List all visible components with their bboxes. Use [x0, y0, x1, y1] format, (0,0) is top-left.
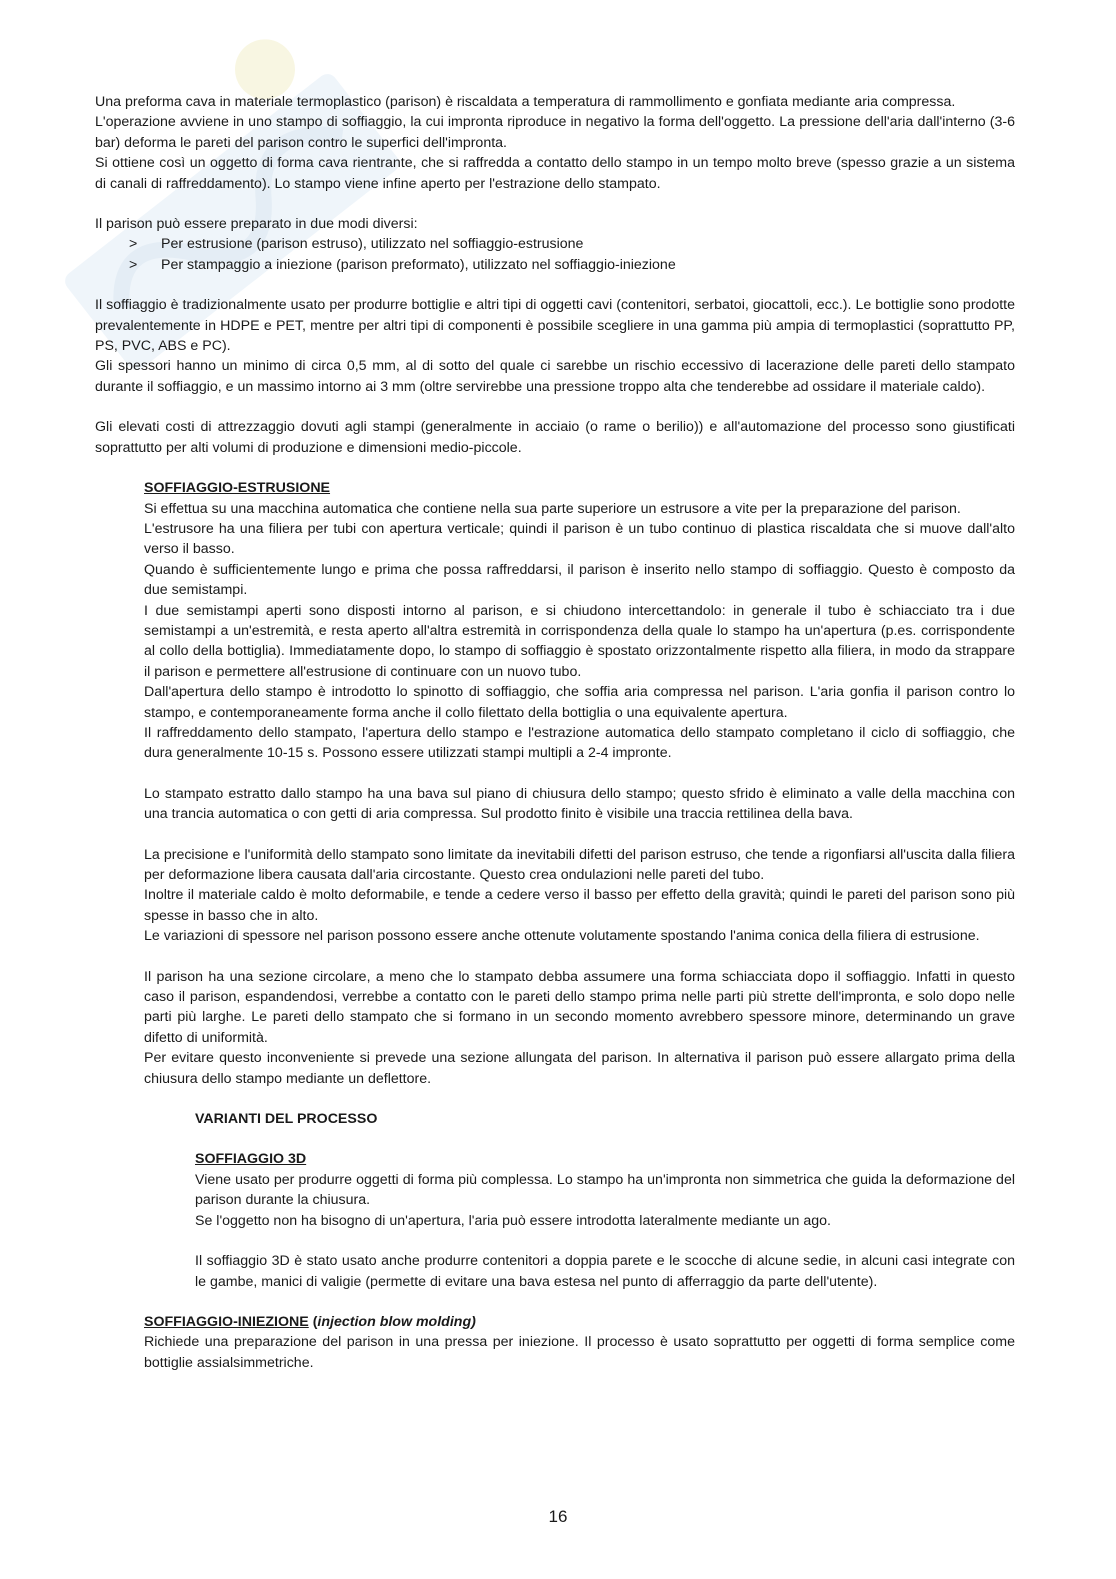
- list-item-text: Per stampaggio a iniezione (parison preformato), utilizzato nel soffiaggio-iniezione: [161, 256, 676, 273]
- heading-main: SOFFIAGGIO-INIEZIONE: [144, 1313, 309, 1330]
- body-paragraph: Lo stampato estratto dallo stampo ha una bava sul piano di chiusura dello stampo; questo sfrido è eliminato a valle della macchina con una trancia automatica o con getti di aria compressa. Sul prodotto finito è visibile una traccia rettilinea della bava.: [144, 785, 1015, 823]
- prep-intro: Il parison può essere preparato in due modi diversi:: [95, 216, 418, 233]
- body-paragraph: Se l'oggetto non ha bisogno di un'apertura, l'aria può essere introdotta lateralmente mediante un ago.: [195, 1212, 831, 1229]
- body-paragraph: L'estrusore ha una filiera per tubi con apertura verticale; quindi il parison è un tubo continuo di plastica riscaldata che si muove dall'alto verso il basso.: [144, 520, 1015, 558]
- list-item: [95, 234, 1015, 254]
- usage-paragraph: Gli spessori hanno un minimo di circa 0,5 mm, al di sotto del quale ci sarebbe un rischio eccessivo di lacerazione delle pareti dello stampato durante il soffiaggio, e un massimo intorno ai 3 mm (oltre servirebbe una pressione troppo alta che tenderebbe ad ossidare il materiale caldo).: [95, 358, 1015, 395]
- section-varianti: [195, 1109, 1015, 1312]
- body-paragraph: Inoltre il materiale caldo è molto deformabile, e tende a cedere verso il basso per effetto della gravità; quindi le pareti del parison sono più spesse in basso che in alto.: [144, 887, 1015, 924]
- page-content: [95, 92, 1015, 1373]
- section-heading: SOFFIAGGIO-ESTRUSIONE: [144, 480, 331, 497]
- body-paragraph: Dall'apertura dello stampo è introdotto lo spinotto di soffiaggio, che soffia aria compressa nel parison. L'aria gonfia il parison contro lo stampo, e contemporaneamente forma anche il collo filettato della bottiglia o una equivalente apertura.: [144, 684, 1015, 721]
- body-paragraph: Viene usato per produrre oggetti di forma più complessa. Lo stampo ha un'impronta non simmetrica che guida la deformazione del parison durante la chiusura.: [195, 1171, 1015, 1209]
- list-item-text: Per estrusione (parison estruso), utilizzato nel soffiaggio-estrusione: [161, 236, 584, 253]
- body-paragraph: I due semistampi aperti sono disposti intorno al parison, e si chiudono intercettandolo: in generale il tubo è schiacciato tra i due semistampi a un'estremità, e resta aperto all'altra estremità in corrispondenza della quale lo stampo ha un'apertura (p.es. corrispondente al collo della bottiglia). Immediatamente dopo, lo stampo di soffiaggio è spostato orizzontalmente rispetto alla filiera, in modo da strappare il parison e permettere all'estrusione di continuare con un nuovo tubo.: [144, 602, 1015, 680]
- body-paragraph: Il raffreddamento dello stampato, l'apertura dello stampo e l'estrazione automatica dello stampato completano il ciclo di soffiaggio, che dura generalmente 10-15 s. Possono essere utilizzati stampi multipli a 2-4 impronte.: [144, 724, 1015, 762]
- section-estrusione: [144, 478, 1015, 1109]
- list-item: [95, 255, 1015, 275]
- heading-paren: (: [308, 1313, 318, 1330]
- heading-english: injection blow molding): [317, 1313, 476, 1330]
- body-paragraph: Il parison ha una sezione circolare, a meno che lo stampato debba assumere una forma schiacciata dopo il soffiaggio. Infatti in questo caso il parison, espandendosi, verrebbe a contatto con le pareti dello stampo prima nelle parti più strette dell'impronta, e solo dopo nelle parti più larghe. Le pareti dello stampato che si formano in un secondo momento avrebbero spessore minore, determinando un grave difetto di uniformità.: [144, 968, 1015, 1046]
- body-paragraph: Richiede una preparazione del parison in una pressa per iniezione. Il processo è usato soprattutto per oggetti di forma semplice come bottiglie assialsimmetriche.: [144, 1334, 1015, 1371]
- usage-paragraph: Il soffiaggio è tradizionalmente usato per produrre bottiglie e altri tipi di oggetti cavi (contenitori, serbatoi, giocattoli, ecc.). Le bottiglie sono prodotte prevalentemente in HDPE e PET, mentre per altri tipi di componenti è possibile scegliere in una gamma più ampia di termoplastici (soprattutto PP, PS, PVC, ABS e PC).: [95, 297, 1015, 355]
- body-paragraph: La precisione e l'uniformità dello stampato sono limitate da inevitabili difetti del parison estruso, che tende a rigonfiarsi all'uscita dalla filiera per deformazione libera causata dall'aria circostante. Questo crea ondulazioni nelle pareti del tubo.: [144, 846, 1015, 883]
- body-paragraph: Si effettua su una macchina automatica che contiene nella sua parte superiore un estrusore a vite per la preparazione del parison.: [144, 500, 961, 517]
- prep-list: [95, 234, 1015, 275]
- body-paragraph: Il soffiaggio 3D è stato usato anche produrre contenitori a doppia parete e le scocche di alcune sedie, in alcuni casi integrate con le gambe, manici di valigie (permette di evitare una bava estesa nel punto di afferraggio da parte dell'utente).: [195, 1253, 1015, 1290]
- intro-paragraph: Una preforma cava in materiale termoplastico (parison) è riscaldata a temperatura di rammollimento e gonfiata mediante aria compressa.: [95, 94, 956, 110]
- section-iniezione: [144, 1312, 1015, 1373]
- body-paragraph: Quando è sufficientemente lungo e prima che possa raffreddarsi, il parison è inserito nello stampo di soffiaggio. Questo è composto da due semistampi.: [144, 561, 1015, 599]
- section-heading: [144, 1312, 1015, 1332]
- body-paragraph: Le variazioni di spessore nel parison possono essere anche ottenute volutamente spostando l'anima conica della filiera di estrusione.: [144, 928, 980, 945]
- section-heading: VARIANTI DEL PROCESSO: [195, 1111, 378, 1128]
- page-number: 16: [548, 1507, 568, 1526]
- intro-paragraph: L'operazione avviene in uno stampo di soffiaggio, la cui impronta riproduce in negativo la forma dell'oggetto. La pressione dell'aria dall'interno (3-6 bar) deforma le pareti del parison contro le superfici dell'impronta.: [95, 114, 1015, 151]
- subsection-heading: SOFFIAGGIO 3D: [195, 1151, 307, 1168]
- body-paragraph: Per evitare questo inconveniente si prevede una sezione allungata del parison. In alternativa il parison può essere allargato prima della chiusura dello stampo mediante un deflettore.: [144, 1050, 1015, 1087]
- bullet-arrow-icon: >: [129, 256, 138, 273]
- bullet-arrow-icon: >: [129, 236, 138, 253]
- costs-paragraph: Gli elevati costi di attrezzaggio dovuti agli stampi (generalmente in acciaio (o rame o berilio)) e all'automazione del processo sono giustificati soprattutto per alti volumi di produzione e dimensioni medio-piccole.: [95, 419, 1015, 456]
- intro-paragraph: Si ottiene così un oggetto di forma cava rientrante, che si raffredda a contatto dello stampo in un tempo molto breve (spesso grazie a un sistema di canali di raffreddamento). Lo stampo viene infine aperto per l'estrazione dello stampato.: [95, 155, 1015, 192]
